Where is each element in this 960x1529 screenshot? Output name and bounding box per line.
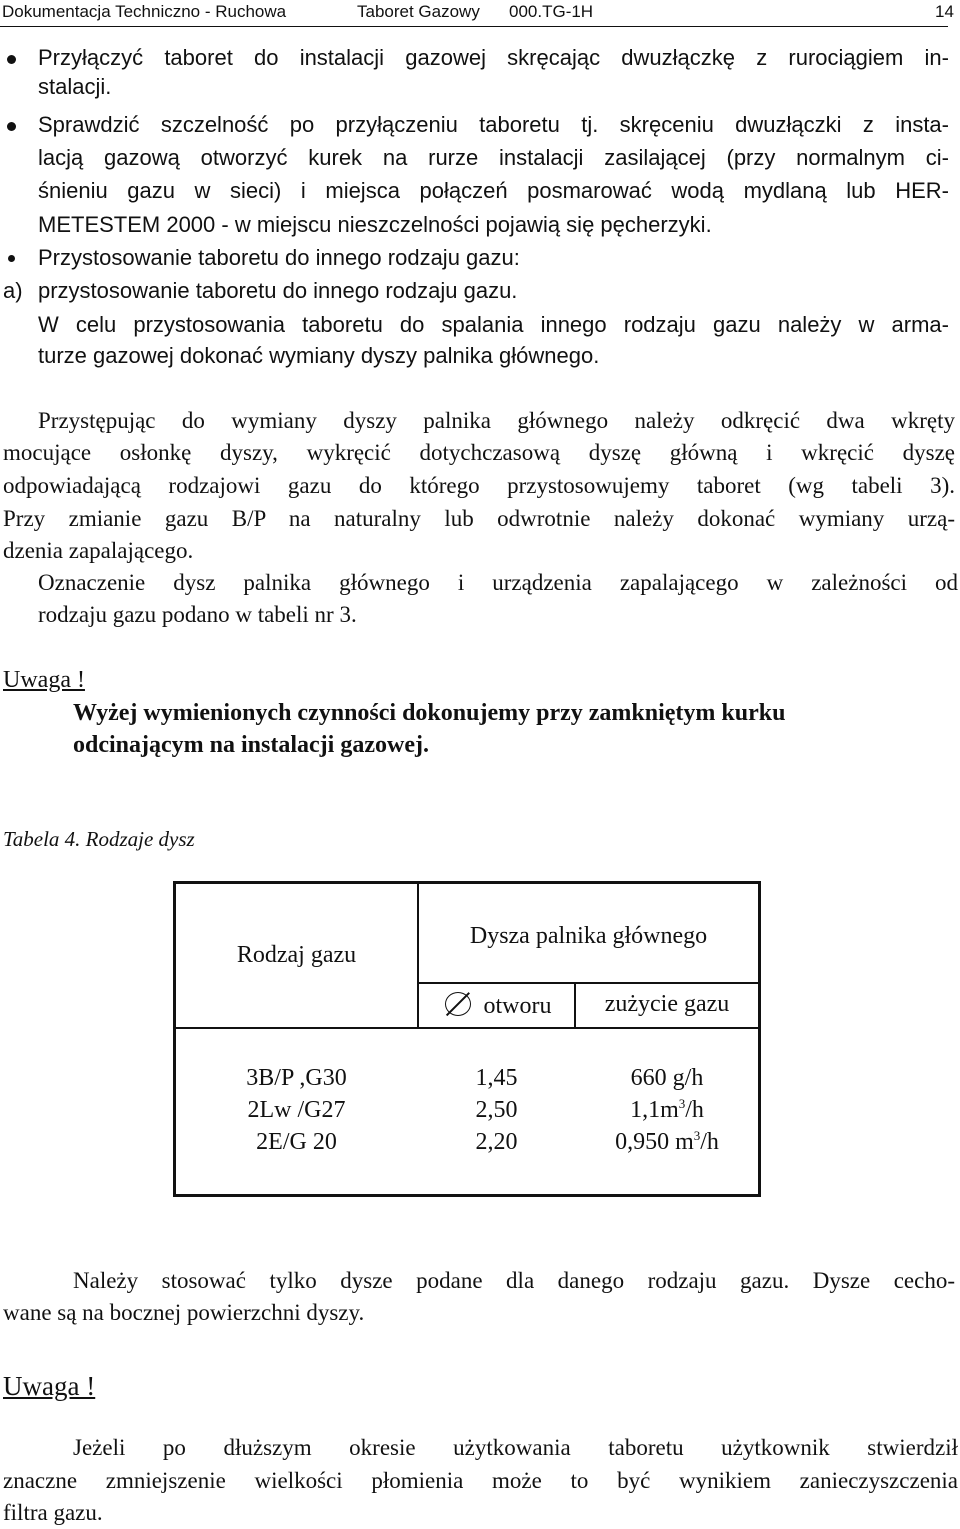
para1-line-4: Przy zmianie gazu B/P na naturalny lub odwrotnie należy dokonać wymiany urzą-: [3, 506, 955, 531]
table-caption: Tabela 4. Rodzaje dysz: [3, 827, 195, 851]
warning-2-line-2: znaczne zmniejszenie wielkości płomienia może to być wynikiem zanieczyszczenia: [3, 1468, 958, 1493]
bullet-icon: [8, 255, 15, 262]
page-header: [0, 0, 960, 26]
para1-line-1: Przystępując do wymiany dyszy palnika głównego należy odkręcić dwa wkręty: [38, 408, 955, 433]
warning-1-line-2: odcinającym na instalacji gazowej.: [73, 732, 429, 758]
diameter-symbol-icon: [442, 991, 474, 1017]
bullet-2-line-2: lacją gazową otworzyć kurek na rurze instalacji zasilającej (przy normalnym ci-: [38, 145, 949, 170]
nozzle-change-line-2: turze gazowej dokonać wymiany dyszy palnika głównego.: [38, 343, 600, 368]
list-item-a-text: przystosowanie taboretu do innego rodzaju gazu.: [38, 278, 518, 303]
table-header-orifice: otworu: [419, 990, 574, 1022]
table-cell-gas: 3B/P ,G30: [246, 1065, 347, 1091]
table-grid-line: [176, 1027, 758, 1029]
nozzle-table: [173, 881, 761, 1197]
bullet-icon: [7, 122, 16, 131]
table-cell-orifice: 2,20: [475, 1129, 518, 1155]
warning-2-line-3: filtra gazu.: [3, 1500, 103, 1525]
nozzle-change-line-1: W celu przystosowania taboretu do spalania innego rodzaju gazu należy w arma-: [38, 312, 949, 337]
para1-line-3: odpowiadającą rodzajowi gazu do którego przystosowujemy taboret (wg tabeli 3).: [3, 473, 955, 498]
bullet-2-line-4: METESTEM 2000 - w miejscu nieszczelności pojawią się pęcherzyki.: [38, 212, 712, 237]
bullet-1-line-1: Przyłączyć taboret do instalacji gazowej skręcając dwuzłączkę z rurociągiem in-: [38, 45, 949, 70]
table-header-gas-usage: zużycie gazu: [604, 991, 730, 1017]
para1-line-2: mocujące osłonkę dyszy, wykręcić dotychczasową dyszę główną i wkręcić dyszę: [3, 440, 955, 465]
table-cell-usage: 660 g/h: [630, 1065, 704, 1091]
list-label-a: a): [3, 278, 23, 303]
table-header-nozzle-group: Dysza palnika głównego: [469, 923, 708, 949]
header-rule: [0, 26, 948, 27]
warning-2-title: Uwaga !: [3, 1371, 96, 1401]
table-grid-line: [417, 982, 758, 984]
bullet-2-line-3: śnieniu gazu w sieci) i miejsca połączeń posmarować wodą mydlaną lub HER-: [38, 178, 949, 203]
para1-line-7: rodzaju gazu podano w tabeli nr 3.: [38, 602, 357, 627]
header-doc-title: Dokumentacja Techniczno - Ruchowa: [2, 2, 287, 21]
table-cell-orifice: 1,45: [475, 1065, 518, 1091]
header-code: 000.TG-1H: [509, 2, 594, 21]
table-cell-orifice: 2,50: [475, 1097, 518, 1123]
header-product: Taboret Gazowy: [357, 2, 480, 21]
warning-1-title: Uwaga !: [3, 667, 85, 693]
para2-line-2: wane są na bocznej powierzchni dyszy.: [3, 1300, 365, 1325]
bullet-3-text: Przystosowanie taboretu do innego rodzaju gazu:: [38, 245, 520, 270]
table-cell-gas: 2E/G 20: [256, 1129, 337, 1155]
table-cell-usage: $1,1m^3/h$: [630, 1095, 704, 1123]
para1-line-6: Oznaczenie dysz palnika głównego i urządzenia zapalającego w zależności od: [38, 570, 958, 595]
bullet-1-line-2: stalacji.: [38, 74, 112, 99]
para1-line-5: dzenia zapalającego.: [3, 538, 194, 563]
para2-line-1: Należy stosować tylko dysze podane dla danego rodzaju gazu. Dysze cecho-: [73, 1268, 955, 1293]
table-cell-usage: 0,950 $m^3/h$: [615, 1127, 719, 1155]
bullet-2-line-1: Sprawdzić szczelność po przyłączeniu taboretu tj. skręceniu dwuzłączki z insta-: [38, 112, 949, 137]
table-header-gas-type: Rodzaj gazu: [236, 942, 357, 968]
warning-2-line-1: Jeżeli po dłuższym okresie użytkowania taboretu użytkownik stwierdził: [73, 1435, 958, 1460]
warning-1-line-1: Wyżej wymienionych czynności dokonujemy przy zamkniętym kurku: [73, 700, 786, 726]
bullet-icon: [7, 55, 16, 64]
table-cell-gas: 2Lw /G27: [247, 1097, 346, 1123]
header-page-number: 14: [935, 2, 954, 21]
